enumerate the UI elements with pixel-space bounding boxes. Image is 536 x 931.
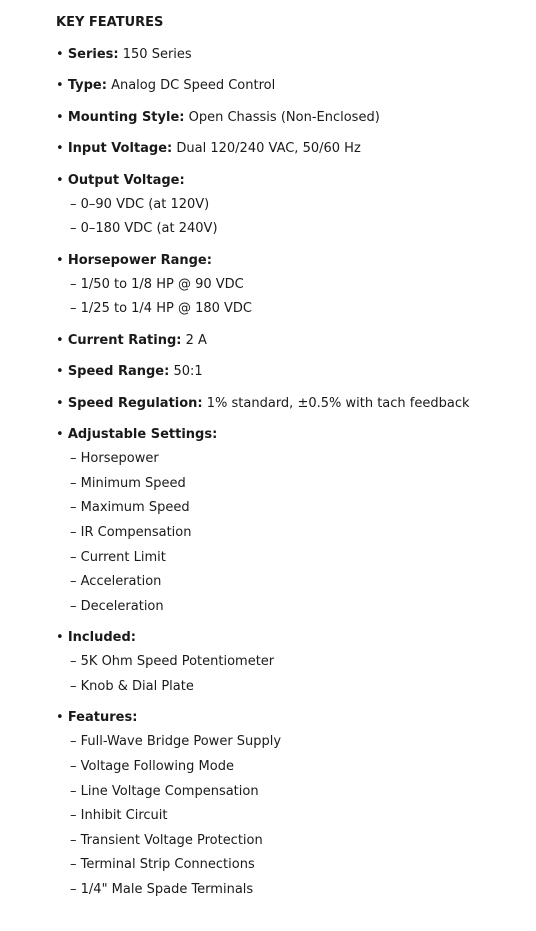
bullet-marker: •	[56, 109, 64, 125]
sub-item-text: Minimum Speed	[80, 475, 186, 491]
sub-item	[56, 450, 526, 468]
sub-list	[56, 450, 526, 616]
sub-item	[56, 573, 526, 591]
dash-marker: –	[70, 524, 77, 540]
feature-value: 50:1	[173, 364, 203, 380]
sub-item	[56, 653, 526, 671]
feature-line	[56, 77, 526, 95]
section-heading: KEY FEATURES	[56, 15, 164, 30]
dash-marker: –	[70, 881, 77, 897]
feature-item	[56, 426, 526, 616]
feature-item	[56, 252, 526, 319]
feature-label: Output Voltage:	[67, 172, 185, 188]
sub-list	[56, 653, 526, 696]
feature-line	[56, 140, 526, 158]
sub-item	[56, 276, 526, 294]
dash-marker: –	[70, 734, 77, 750]
sub-item-text: 1/4" Male Spade Terminals	[80, 881, 254, 897]
sub-item-text: 5K Ohm Speed Potentiometer	[80, 654, 275, 670]
sub-item-text: Horsepower	[80, 451, 159, 467]
feature-item	[56, 46, 526, 64]
sub-item	[56, 678, 526, 696]
feature-label: Adjustable Settings:	[67, 427, 218, 443]
feature-line	[56, 332, 526, 350]
sub-item-text: Line Voltage Compensation	[80, 783, 259, 799]
feature-label: Mounting Style:	[67, 109, 185, 125]
feature-list	[56, 46, 526, 899]
dash-marker: –	[70, 758, 77, 774]
feature-label: Input Voltage:	[67, 141, 173, 156]
sub-item	[56, 758, 526, 776]
feature-item	[56, 140, 526, 158]
sub-item-text: Current Limit	[80, 549, 166, 565]
sub-list	[56, 733, 526, 899]
bullet-marker: •	[56, 332, 64, 348]
feature-label: Series:	[67, 46, 119, 62]
bullet-marker: •	[56, 78, 64, 93]
feature-value: Open Chassis (Non-Enclosed)	[188, 109, 380, 125]
sub-item-text: Voltage Following Mode	[80, 758, 234, 774]
bullet-marker: •	[56, 710, 64, 726]
feature-label: Horsepower Range:	[67, 252, 212, 268]
sub-item-text: Transient Voltage Protection	[80, 832, 263, 848]
feature-item	[56, 629, 526, 696]
sub-item-text: 1/25 to 1/4 HP @ 180 VDC	[80, 301, 253, 317]
dash-marker: –	[70, 598, 77, 614]
bullet-marker: •	[56, 427, 64, 443]
feature-line	[56, 395, 526, 413]
sub-list	[56, 196, 526, 239]
bullet-marker: •	[56, 172, 64, 188]
feature-item	[56, 172, 526, 239]
sub-item-text: 1/50 to 1/8 HP @ 90 VDC	[80, 276, 244, 292]
feature-line	[56, 172, 526, 190]
sub-item	[56, 881, 526, 899]
feature-label: Current Rating:	[67, 332, 182, 348]
dash-marker: –	[70, 549, 77, 565]
bullet-marker: •	[56, 46, 64, 62]
feature-value: 150 Series	[122, 46, 192, 62]
bullet-marker: •	[56, 395, 64, 411]
feature-value: 2 A	[185, 332, 207, 348]
feature-item	[56, 109, 526, 127]
feature-label: Features:	[67, 710, 138, 726]
feature-line	[56, 363, 526, 381]
feature-value: 1% standard, ±0.5% with tach feedback	[206, 395, 470, 411]
sub-item	[56, 783, 526, 801]
feature-line	[56, 426, 526, 444]
dash-marker: –	[70, 783, 77, 799]
sub-item-text: Acceleration	[80, 574, 162, 590]
bullet-marker: •	[56, 252, 64, 268]
dash-marker: –	[70, 451, 77, 467]
dash-marker: –	[70, 832, 77, 848]
sub-item-text: 0–90 VDC (at 120V)	[80, 196, 210, 212]
feature-line	[56, 252, 526, 270]
sub-item	[56, 598, 526, 616]
dash-marker: –	[70, 301, 77, 317]
feature-value: Analog DC Speed Control	[111, 78, 276, 93]
bullet-marker: •	[56, 141, 64, 156]
bullet-marker: •	[56, 364, 64, 380]
feature-line	[56, 46, 526, 64]
dash-marker: –	[70, 857, 77, 873]
sub-item	[56, 733, 526, 751]
sub-item-text: Inhibit Circuit	[80, 808, 168, 824]
feature-label: Speed Range:	[67, 364, 170, 380]
key-features-section	[56, 14, 526, 899]
feature-label: Speed Regulation:	[67, 395, 203, 411]
feature-item	[56, 332, 526, 350]
dash-marker: –	[70, 574, 77, 590]
dash-marker: –	[70, 221, 77, 237]
sub-item-text: 0–180 VDC (at 240V)	[80, 221, 218, 237]
sub-list	[56, 276, 526, 319]
dash-marker: –	[70, 196, 77, 212]
sub-item	[56, 856, 526, 874]
sub-item-text: Full-Wave Bridge Power Supply	[80, 734, 282, 750]
feature-item	[56, 77, 526, 95]
feature-label: Included:	[67, 630, 136, 646]
dash-marker: –	[70, 808, 77, 824]
feature-item	[56, 363, 526, 381]
sub-item-text: IR Compensation	[80, 524, 192, 540]
sub-item	[56, 524, 526, 542]
sub-item	[56, 807, 526, 825]
sub-item-text: Terminal Strip Connections	[80, 857, 255, 873]
feature-item	[56, 709, 526, 899]
sub-item	[56, 499, 526, 517]
sub-item	[56, 300, 526, 318]
feature-line	[56, 629, 526, 647]
dash-marker: –	[70, 678, 77, 694]
sub-item	[56, 832, 526, 850]
feature-line	[56, 109, 526, 127]
dash-marker: –	[70, 654, 77, 670]
sub-item-text: Deceleration	[80, 598, 164, 614]
dash-marker: –	[70, 475, 77, 491]
dash-marker: –	[70, 276, 77, 292]
sub-item	[56, 220, 526, 238]
feature-label: Type:	[67, 78, 107, 93]
feature-item	[56, 395, 526, 413]
sub-item	[56, 475, 526, 493]
sub-item-text: Maximum Speed	[80, 500, 190, 516]
sub-item	[56, 549, 526, 567]
feature-line	[56, 709, 526, 727]
feature-value: Dual 120/240 VAC, 50/60 Hz	[176, 141, 361, 156]
dash-marker: –	[70, 500, 77, 516]
bullet-marker: •	[56, 630, 64, 646]
sub-item-text: Knob & Dial Plate	[80, 678, 194, 694]
sub-item	[56, 196, 526, 214]
